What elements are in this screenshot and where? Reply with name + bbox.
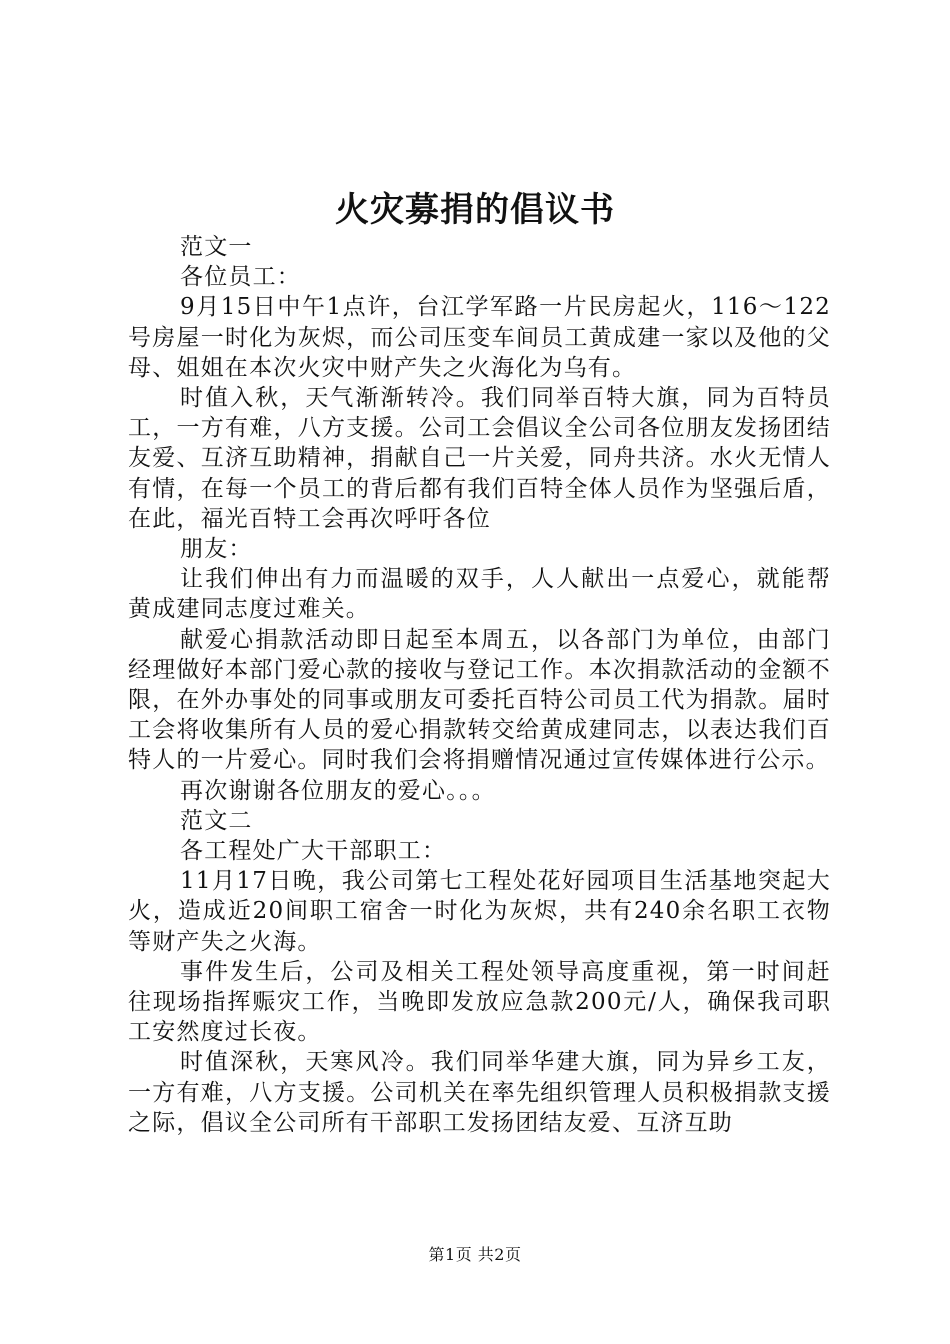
paragraph-salutation: 各位员工：	[180, 264, 301, 291]
paragraph: 让我们伸出有力而温暖的双手，人人献出一点爱心，就能帮黄成建同志度过难关。	[128, 566, 831, 623]
page-number-footer: 第1页 共2页	[428, 1245, 522, 1264]
paragraph: 献爱心捐款活动即日起至本周五，以各部门为单位，由部门经理做好本部门爱心款的接收与登记工作。本次捐款活动的金额不限，在外办事处的同事或朋友可委托百特公司员工代为捐款。届时工会将收集所有人员的爱心捐款转交给黄成建同志，以表达我们百特人的一片爱心。同时我们会将捐赠情况通过宣传媒体进行公示。	[128, 626, 831, 774]
document-body	[128, 232, 831, 1138]
document-title: 火灾募捐的倡议书	[335, 190, 615, 230]
paragraph-section-label: 范文一	[180, 234, 253, 260]
paragraph: 9月15日中午1点许，台江学军路一片民房起火，116～122号房屋一时化为灰烬，而公司压变车间员工黄成建一家以及他的父母、姐姐在本次火灾中财产失之火海化为乌有。	[128, 294, 831, 381]
paragraph: 时值深秋，天寒风冷。我们同举华建大旗，同为异乡工友，一方有难，八方支援。公司机关在率先组织管理人员积极捐款支援之际，倡议全公司所有干部职工发扬团结友爱、互济互助	[128, 1049, 831, 1136]
paragraph: 再次谢谢各位朋友的爱心。。。	[180, 777, 496, 804]
paragraph-section-label: 范文二	[180, 807, 253, 834]
paragraph: 11月17日晚，我公司第七工程处花好园项目生活基地突起大火，造成近20间职工宿舍一时化为灰烬，共有240余名职工衣物等财产失之火海。	[128, 868, 831, 955]
paragraph: 朋友：	[180, 536, 253, 563]
paragraph-salutation: 各工程处广大干部职工：	[180, 838, 447, 865]
paragraph: 时值入秋，天气渐渐转冷。我们同举百特大旗，同为百特员工，一方有难，八方支援。公司工会倡议全公司各位朋友发扬团结友爱、互济互助精神，捐献自己一片关爱，同舟共济。水火无情人有情，在每一个员工的背后都有我们百特全体人员作为坚强后盾，在此，福光百特工会再次呼吁各位	[128, 385, 831, 532]
paragraph: 事件发生后，公司及相关工程处领导高度重视，第一时间赶往现场指挥赈灾工作，当晚即发放应急款200元/人，确保我司职工安然度过长夜。	[128, 958, 831, 1046]
